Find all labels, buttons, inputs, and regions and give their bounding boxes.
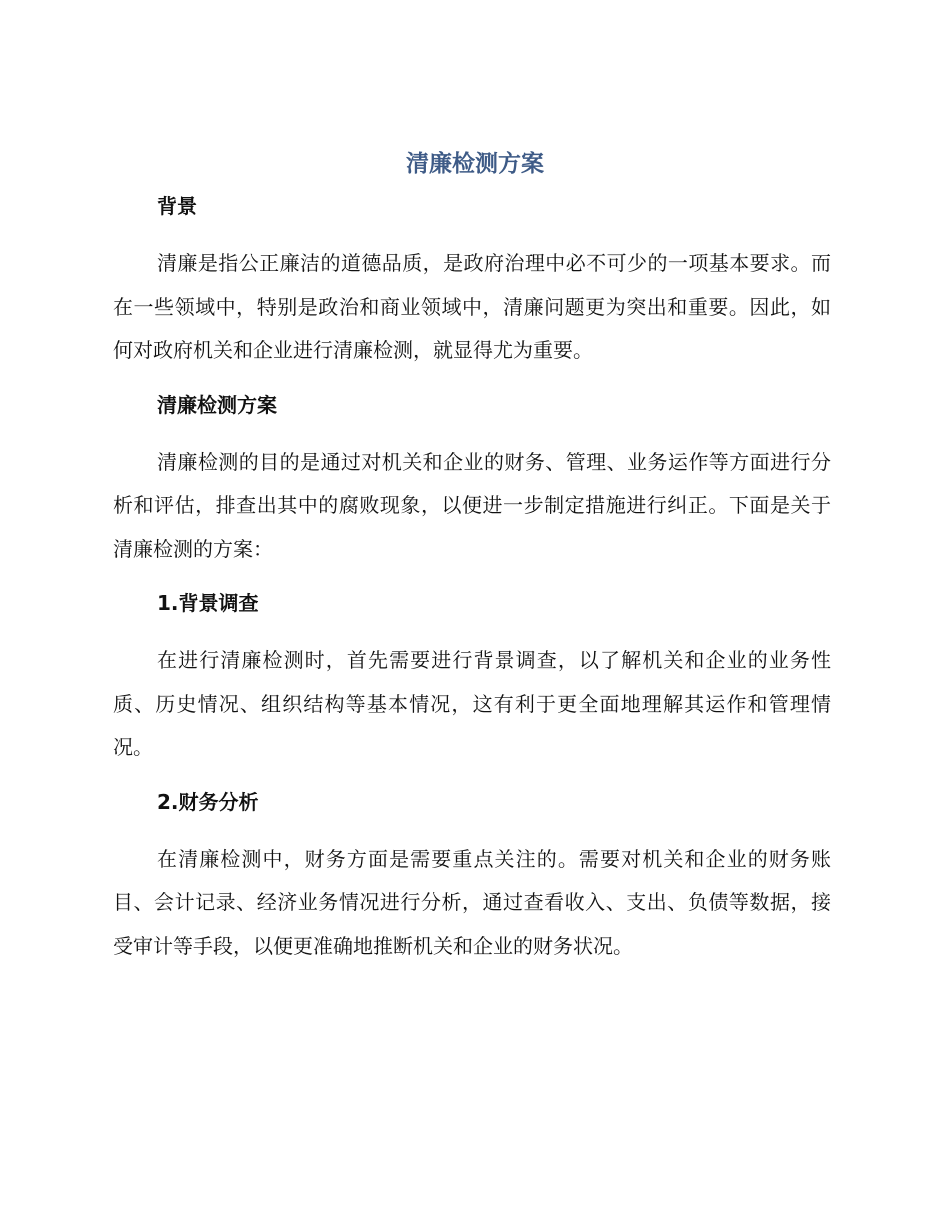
section-paragraph-background-investigation: 在进行清廉检测时，首先需要进行背景调查，以了解机关和企业的业务性质、历史情况、组织结构等基本情况，这有利于更全面地理解其运作和管理情况。 xyxy=(113,648,831,759)
section-paragraph-background: 清廉是指公正廉洁的道德品质，是政府治理中必不可少的一项基本要求。而在一些领域中，特别是政治和商业领域中，清廉问题更为突出和重要。因此，如何对政府机关和企业进行清廉检测，就显得尤为重要。 xyxy=(113,251,831,362)
document-body xyxy=(113,190,831,968)
section-paragraph-financial-analysis: 在清廉检测中，财务方面是需要重点关注的。需要对机关和企业的财务账目、会计记录、经济业务情况进行分析，通过查看收入、支出、负债等数据，接受审计等手段，以便更准确地推断机关和企业的财务状况。 xyxy=(113,846,831,958)
section-heading-background-investigation: 1.背景调查 xyxy=(157,591,259,615)
section-heading-plan: 清廉检测方案 xyxy=(157,392,277,417)
section-paragraph-plan: 清廉检测的目的是通过对机关和企业的财务、管理、业务运作等方面进行分析和评估，排查出其中的腐败现象，以便进一步制定措施进行纠正。下面是关于清廉检测的方案： xyxy=(113,449,831,561)
section-heading-background: 背景 xyxy=(157,194,197,218)
document-title: 清廉检测方案 xyxy=(406,151,544,177)
section-heading-financial-analysis: 2.财务分析 xyxy=(157,789,259,814)
